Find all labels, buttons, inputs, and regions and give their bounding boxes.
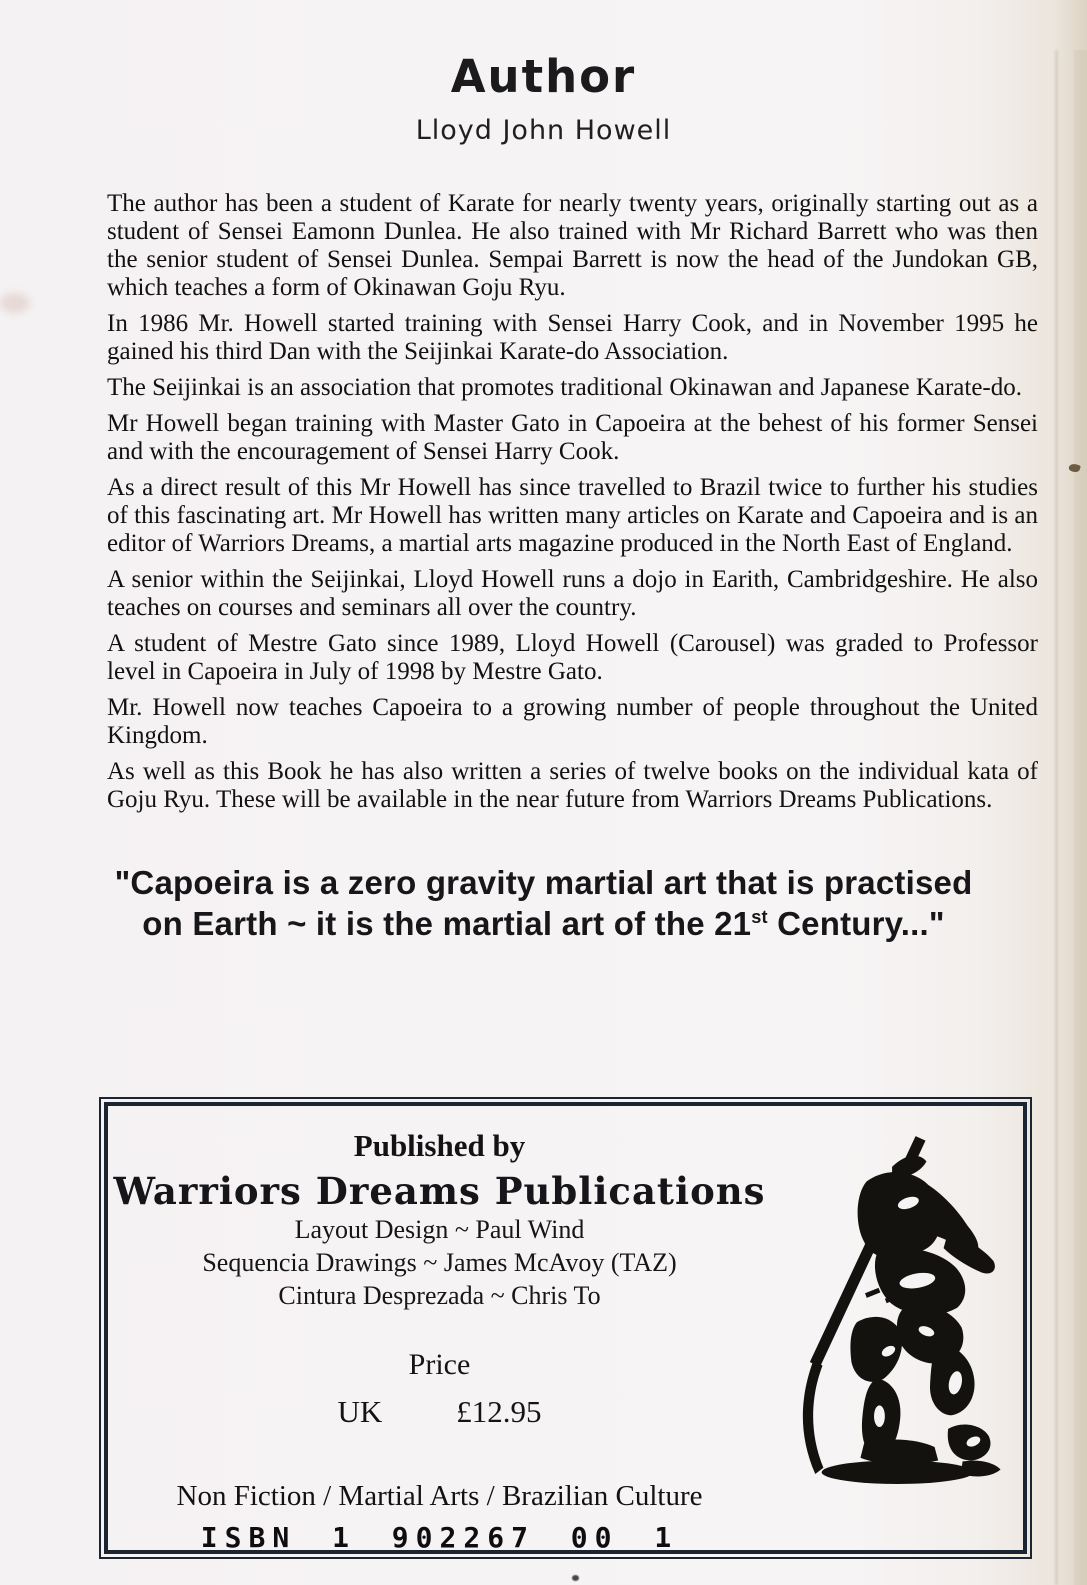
- bio-paragraph: Mr Howell began training with Master Gato in Capoeira at the behest of his former Sensei and with the encouragement of Sensei Harry Cook.: [107, 410, 1038, 465]
- bio-paragraph: The author has been a student of Karate for nearly twenty years, originally starting out as a student of Sensei Eamonn Dunlea. He also trained with Mr Richard Barrett who was then the senior student of Sensei Dunlea. Sempai Barrett is now the head of the Jundokan GB, which teaches a form of Okinawan Goju Ryu.: [107, 190, 1038, 301]
- page-crease-line: [1055, 50, 1058, 1585]
- bio-paragraph: A senior within the Seijinkai, Lloyd Howell runs a dojo in Earith, Cambridgeshire. He also teaches on courses and seminars all over the country.: [107, 566, 1038, 621]
- quote-superscript: st: [751, 907, 768, 927]
- quote-line2-end: Century...": [767, 905, 945, 942]
- author-name: Lloyd John Howell: [415, 115, 672, 146]
- quote-line1: "Capoeira is a zero gravity martial art that is practised: [114, 864, 973, 901]
- bio-paragraph: As a direct result of this Mr Howell has since travelled to Brazil twice to further his studies of this fascinating art. Mr Howell has written many articles on Karate and Capoeira and is an editor of Warriors Dreams, a martial arts magazine produced in the North East of England.: [107, 474, 1038, 557]
- scanned-book-page: [0, 50, 1087, 1585]
- illustration-area: [771, 1106, 1023, 1550]
- page-title: Author: [450, 50, 637, 103]
- bio-paragraph: As well as this Book he has also written a series of twelve books on the individual kata of Goju Ryu. These will be available in the near future from Warriors Dreams Publications.: [107, 758, 1038, 813]
- publisher-info-box-inner-border: [104, 1102, 1027, 1554]
- credit-cintura-desprezada: Cintura Desprezada ~ Chris To: [278, 1281, 601, 1310]
- publisher-name: Warriors Dreams Publications: [113, 1169, 766, 1213]
- author-biography: [107, 190, 1038, 814]
- credit-sequencia-drawings: Sequencia Drawings ~ James McAvoy (TAZ): [202, 1248, 677, 1277]
- bio-paragraph: A student of Mestre Gato since 1989, Lloyd Howell (Carousel) was graded to Professor level in Capoeira in July of 1998 by Mestre Gato.: [107, 630, 1038, 685]
- price-value: £12.95: [456, 1394, 542, 1429]
- bio-paragraph: In 1986 Mr. Howell started training with Sensei Harry Cook, and in November 1995 he gained his third Dan with the Seijinkai Karate-do Association.: [107, 310, 1038, 365]
- paper-spot: [572, 1575, 579, 1581]
- capoeira-quote: [64, 862, 1024, 944]
- bio-paragraph: The Seijinkai is an association that promotes traditional Okinawan and Japanese Karate-do.: [107, 374, 1023, 401]
- scanned-page-edge: [1074, 50, 1087, 1585]
- capoeirista-illustration: [771, 1124, 1015, 1506]
- price-label: Price: [408, 1348, 471, 1381]
- paper-smudge: [0, 293, 30, 313]
- publisher-info-box: [99, 1097, 1032, 1559]
- bio-paragraph: Mr. Howell now teaches Capoeira to a growing number of people throughout the United Kingdom.: [107, 694, 1038, 749]
- credit-layout-design: Layout Design ~ Paul Wind: [294, 1215, 585, 1244]
- isbn-number: ISBN 1 902267 00 1: [200, 1521, 679, 1554]
- quote-line2-start: on Earth ~ it is the martial art of the 21: [142, 905, 752, 942]
- price-line: [108, 1394, 771, 1430]
- price-region: UK: [337, 1394, 383, 1429]
- publisher-details: [108, 1106, 771, 1554]
- published-by-label: Published by: [353, 1128, 526, 1163]
- book-category: Non Fiction / Martial Arts / Brazilian Culture: [176, 1480, 703, 1512]
